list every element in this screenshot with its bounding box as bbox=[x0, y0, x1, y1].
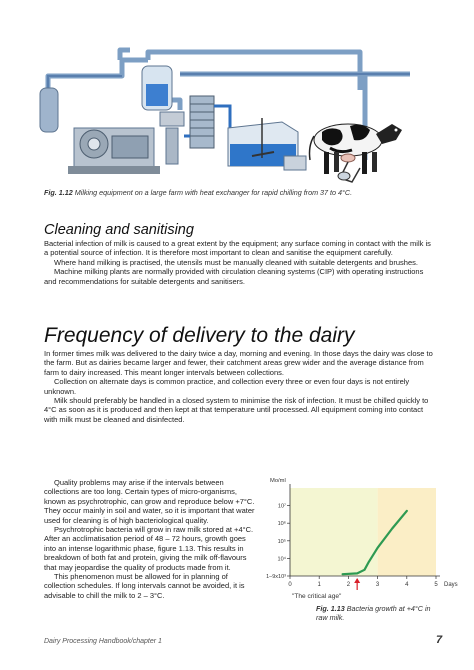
critical-age-arrowhead bbox=[354, 578, 360, 583]
paragraph: Machine milking plants are normally provided with circulation cleaning systems (CIP) with operating instructions and recommendations for suitable detergents and sanitisers. bbox=[44, 267, 424, 286]
y-tick-label: 1–9x10³ bbox=[266, 574, 286, 580]
shaded-region bbox=[378, 488, 436, 576]
critical-age-annotation: "The critical age" bbox=[292, 593, 342, 600]
x-tick-label: 0 bbox=[288, 582, 292, 588]
y-axis-label: Mo/ml bbox=[270, 478, 286, 484]
paragraph: Collection on alternate days is common practice, and collection every three or even four days is not entirely unknown. bbox=[44, 377, 410, 396]
figure-1-13-caption bbox=[316, 604, 436, 622]
figure-1-12-label: Fig. 1.12 bbox=[44, 188, 73, 197]
paragraph: Quality problems may arise if the intervals between collections are too long. Certain types of micro-organisms, known as psychrotrophic, can grow and reproduce below +7°C. They occur mainly in soil and water, so it is important that water used for cleaning is of high bacteriological quality. bbox=[44, 478, 255, 525]
y-tick-label: 10⁶ bbox=[277, 521, 286, 528]
section-cleaning-body bbox=[44, 239, 434, 286]
paragraph: Bacterial infection of milk is caused to a great extent by the equipment; any surface coming in contact with the milk is a potential source of infection. It is therefore most important to clean and sanitise the equipment carefully. bbox=[44, 239, 431, 258]
bacteria-growth-chart bbox=[252, 472, 458, 602]
paragraph: Psychrotrophic bacteria will grow in raw milk stored at +4°C. After an acclimatisation period of 48 – 72 hours, growth goes into an intense logarithmic phase, figure 1.13. This results in breakdown of both fat and protein, giving the milk off-flavours that may jeopardise the quality of products made from it. bbox=[44, 525, 254, 572]
x-tick-label: 5 bbox=[434, 582, 438, 588]
x-tick-label: 2 bbox=[346, 582, 351, 588]
figure-1-13-label: Fig. 1.13 bbox=[316, 604, 345, 613]
y-tick-label: 10⁴ bbox=[277, 556, 286, 563]
paragraph: Where hand milking is practised, the utensils must be manually cleaned with suitable detergents and brushes. bbox=[54, 257, 418, 267]
x-axis-label: Days bbox=[444, 582, 458, 588]
section-heading-cleaning: Cleaning and sanitising bbox=[44, 222, 194, 238]
footer-left: Dairy Processing Handbook/chapter 1 bbox=[44, 638, 162, 645]
x-tick-label: 3 bbox=[375, 582, 380, 588]
figure-1-12-text: Milking equipment on a large farm with heat exchanger for rapid chilling from 37 to 4°C. bbox=[74, 188, 353, 197]
y-tick-label: 10⁷ bbox=[277, 503, 286, 510]
section-frequency-body-narrow bbox=[44, 478, 258, 600]
y-tick-label: 10⁵ bbox=[277, 538, 286, 545]
shaded-region bbox=[290, 488, 378, 576]
x-tick-label: 4 bbox=[405, 582, 409, 588]
x-tick-label: 1 bbox=[317, 582, 321, 588]
section-heading-frequency: Frequency of delivery to the dairy bbox=[44, 324, 355, 347]
figure-1-13-text: Bacteria growth at +4°C in raw milk. bbox=[316, 604, 431, 622]
paragraph: This phenomenon must be allowed for in planning of collection schedules. If long intervals cannot be avoided, it is advisable to chill the milk to 2 – 3°C. bbox=[44, 572, 245, 600]
paragraph: In former times milk was delivered to the dairy twice a day, morning and evening. In those days the dairy was close to the farm. But as dairies became larger and fewer, their catchment areas grew wider and the average distance from farm to dairy increased. This meant longer intervals between collections. bbox=[44, 349, 433, 377]
section-frequency-body bbox=[44, 349, 434, 424]
paragraph: Milk should preferably be handled in a closed system to minimise the risk of infection. It must be chilled quickly to 4°C as soon as it is produced and then kept at that temperature until processed. All equipment coming into contact with milk must be cleaned and disinfected. bbox=[44, 396, 429, 424]
figure-1-12-caption bbox=[44, 188, 444, 197]
milking-equipment-illustration bbox=[30, 40, 450, 190]
page-number: 7 bbox=[436, 634, 443, 646]
